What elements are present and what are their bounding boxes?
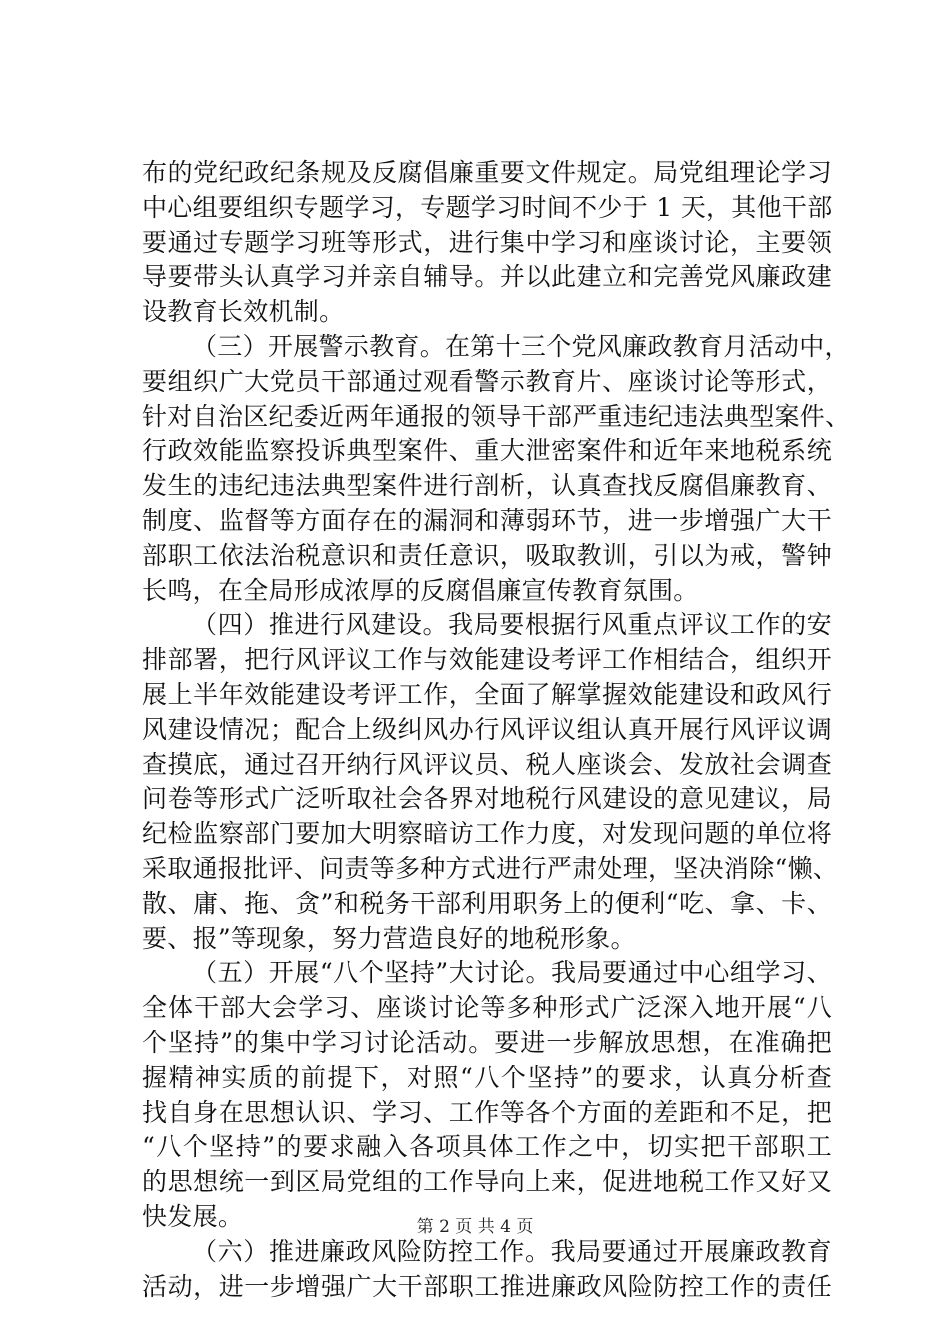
text-line: （五）开展“八个坚持”大讨论。我局要通过中心组学习、 — [192, 958, 832, 988]
text-line: 展上半年效能建设考评工作，全面了解掌握效能建设和政风行 — [142, 679, 832, 709]
text-line: 设教育长效机制。 — [142, 297, 345, 327]
text-line: 发生的违纪违法典型案件进行剖析，认真查找反腐倡廉教育、 — [142, 471, 832, 501]
text-line: 风建设情况；配合上级纠风办行风评议组认真开展行风评议调 — [142, 714, 832, 744]
text-line: 活动，进一步增强广大干部职工推进廉政风险防控工作的责任 — [142, 1271, 832, 1301]
text-line: 导要带头认真学习并亲自辅导。并以此建立和完善党风廉政建 — [142, 262, 832, 292]
text-line: 中心组要组织专题学习，专题学习时间不少于 1 天，其他干部 — [142, 192, 833, 222]
text-line: 问卷等形式广泛听取社会各界对地税行风建设的意见建议，局 — [142, 784, 832, 814]
text-line: （三）开展警示教育。在第十三个党风廉政教育月活动中， — [192, 331, 850, 361]
text-line: （四）推进行风建设。我局要根据行风重点评议工作的安 — [192, 610, 832, 640]
text-line: 查摸底，通过召开纳行风评议员、税人座谈会、发放社会调查 — [142, 749, 832, 779]
text-line: 长鸣，在全局形成浓厚的反腐倡廉宣传教育氛围。 — [142, 575, 699, 605]
text-line: 要、报”等现象，努力营造良好的地税形象。 — [142, 923, 636, 953]
text-line: 散、庸、拖、贪”和税务干部利用职务上的便利“吃、拿、卡、 — [142, 888, 832, 918]
text-line: 的思想统一到区局党组的工作导向上来，促进地税工作又好又 — [142, 1167, 832, 1197]
text-line: 采取通报批评、问责等多种方式进行严肃处理，坚决消除“懒、 — [142, 853, 839, 883]
text-line: 握精神实质的前提下，对照“八个坚持”的要求，认真分析查 — [142, 1062, 832, 1092]
text-line: 排部署，把行风评议工作与效能建设考评工作相结合，组织开 — [142, 645, 832, 675]
text-line: 个坚持”的集中学习讨论活动。要进一步解放思想，在准确把 — [142, 1027, 832, 1057]
text-line: 部职工依法治税意识和责任意识，吸取教训，引以为戒，警钟 — [142, 540, 832, 570]
text-line: 要通过专题学习班等形式，进行集中学习和座谈讨论，主要领 — [142, 227, 832, 257]
text-line: 全体干部大会学习、座谈讨论等多种形式广泛深入地开展“八 — [142, 993, 832, 1023]
text-line: （六）推进廉政风险防控工作。我局要通过开展廉政教育 — [192, 1236, 832, 1266]
text-line: “八个坚持”的要求融入各项具体工作之中，切实把干部职工 — [142, 1132, 832, 1162]
text-line: 制度、监督等方面存在的漏洞和薄弱环节，进一步增强广大干 — [142, 505, 832, 535]
document-body — [142, 156, 851, 1304]
page-footer: 第 2 页 共 4 页 — [416, 1217, 534, 1237]
text-line: 纪检监察部门要加大明察暗访工作力度，对发现问题的单位将 — [142, 819, 832, 849]
text-line: 找自身在思想认识、学习、工作等各个方面的差距和不足，把 — [142, 1097, 832, 1127]
text-line: 快发展。 — [142, 1201, 244, 1231]
text-line: 针对自治区纪委近两年通报的领导干部严重违纪违法典型案件、 — [142, 401, 851, 431]
text-line: 布的党纪政纪条规及反腐倡廉重要文件规定。局党组理论学习 — [142, 158, 832, 187]
text-line: 行政效能监察投诉典型案件、重大泄密案件和近年来地税系统 — [142, 436, 832, 466]
text-line: 要组织广大党员干部通过观看警示教育片、座谈讨论等形式， — [142, 366, 832, 396]
